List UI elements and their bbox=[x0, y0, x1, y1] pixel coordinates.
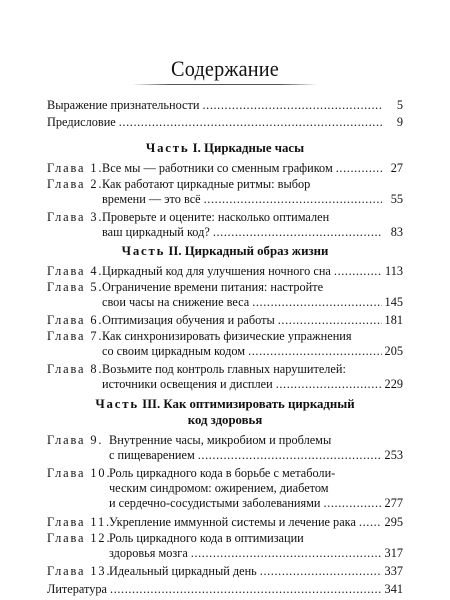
toc-entry-chapter-6[interactable] bbox=[47, 313, 403, 328]
leader-dots bbox=[260, 564, 382, 579]
leader-dots bbox=[276, 377, 382, 392]
leader-dots bbox=[204, 192, 382, 207]
entry-title: Циркадный код для улучшения ночного сна bbox=[102, 264, 331, 278]
part-heading-3 bbox=[0, 397, 450, 412]
part-heading-3-cont bbox=[0, 413, 450, 428]
entry-title: Как синхронизировать физические упражнения bbox=[102, 329, 352, 343]
leader-dots bbox=[198, 448, 382, 463]
entry-title: Литература bbox=[47, 582, 108, 596]
page-number: 317 bbox=[384, 546, 403, 560]
entry-title: Идеальный циркадный день bbox=[109, 564, 257, 578]
chapter-label: Глава 12. bbox=[47, 531, 112, 545]
entry-title: Укрепление иммунной системы и лечение рака bbox=[109, 515, 356, 529]
chapter-label: Глава 11. bbox=[47, 515, 111, 529]
entry-title: Возьмите под контроль главных нарушителей: bbox=[102, 362, 346, 376]
leader-dots bbox=[359, 515, 382, 530]
entry-title-cont: и сердечно-сосудистыми заболеваниями bbox=[109, 496, 321, 510]
entry-title-cont: источники освещения и дисплеи bbox=[102, 377, 273, 391]
page-number: 205 bbox=[384, 344, 403, 358]
chapter-label: Глава 6. bbox=[47, 313, 104, 327]
page-number: 9 bbox=[396, 115, 403, 129]
leader-dots bbox=[119, 115, 382, 130]
entry-title: Роль циркадного кода в борьбе с метаболи- bbox=[109, 466, 336, 480]
entry-title-cont: свои часы на снижение веса bbox=[102, 295, 250, 309]
part-word: Часть bbox=[121, 244, 166, 258]
entry-title-cont: ваш циркадный код? bbox=[102, 225, 210, 239]
chapter-label: Глава 1. bbox=[47, 161, 104, 175]
leader-dots bbox=[334, 264, 382, 279]
toc-entry-chapter-12[interactable] bbox=[47, 531, 403, 561]
toc-entry-literature[interactable] bbox=[47, 582, 403, 597]
page-number: 83 bbox=[390, 225, 403, 239]
chapter-label: Глава 2. bbox=[47, 177, 104, 191]
page-number: 337 bbox=[384, 564, 403, 578]
page-number: 295 bbox=[384, 515, 403, 529]
entry-title: Выражение признательности bbox=[47, 98, 200, 112]
leader-dots bbox=[213, 225, 382, 240]
leader-dots bbox=[324, 496, 382, 511]
part-title: I. Циркадные часы bbox=[192, 141, 305, 155]
part-heading-2 bbox=[0, 244, 450, 259]
page-number: 277 bbox=[384, 496, 403, 510]
leader-dots bbox=[278, 313, 382, 328]
part-title: III. Как оптимизировать циркадный bbox=[142, 397, 355, 411]
toc-entry-chapter-5[interactable] bbox=[47, 280, 403, 310]
page-number: 145 bbox=[384, 295, 403, 309]
chapter-label: Глава 8. bbox=[47, 362, 104, 376]
toc-entry-chapter-4[interactable] bbox=[47, 264, 403, 279]
toc-entry-chapter-13[interactable] bbox=[47, 564, 403, 579]
toc-entry-chapter-10[interactable] bbox=[47, 466, 403, 511]
toc-entry-chapter-2[interactable] bbox=[47, 177, 403, 207]
entry-title: Внутренние часы, микробиом и проблемы bbox=[109, 433, 332, 447]
page-number: 253 bbox=[384, 448, 403, 462]
toc-entry-chapter-11[interactable] bbox=[47, 515, 403, 530]
page-number: 113 bbox=[385, 264, 403, 278]
entry-title-cont: времени — это всё bbox=[102, 192, 201, 206]
entry-title: Предисловие bbox=[47, 115, 116, 129]
toc-entry-acknowledgements[interactable] bbox=[47, 98, 403, 113]
chapter-label: Глава 9. bbox=[47, 433, 104, 447]
entry-title: Все мы — работники со сменным графиком bbox=[102, 161, 333, 175]
page-number: 55 bbox=[390, 192, 403, 206]
leader-dots bbox=[252, 295, 381, 310]
chapter-label: Глава 3. bbox=[47, 210, 104, 224]
toc-entry-chapter-9[interactable] bbox=[47, 433, 403, 463]
entry-title: Как работают циркадные ритмы: выбор bbox=[102, 177, 311, 191]
toc-entry-chapter-8[interactable] bbox=[47, 362, 403, 392]
page-title: Содержание bbox=[171, 56, 279, 81]
toc-entry-chapter-7[interactable] bbox=[47, 329, 403, 359]
part-title-cont: код здоровья bbox=[187, 413, 263, 427]
page-number: 27 bbox=[390, 161, 403, 175]
entry-title-cont: здоровья мозга bbox=[109, 546, 188, 560]
page-number: 181 bbox=[384, 313, 403, 327]
leader-dots bbox=[248, 344, 381, 359]
chapter-label: Глава 13. bbox=[47, 564, 112, 578]
toc-entry-preface[interactable] bbox=[47, 115, 403, 130]
leader-dots bbox=[191, 546, 382, 561]
chapter-label: Глава 10. bbox=[47, 466, 112, 480]
entry-title-cont: с пищеварением bbox=[109, 448, 195, 462]
entry-title-cont: ческим синдромом: ожирением, диабетом bbox=[109, 481, 329, 495]
entry-title-cont: со своим циркадным кодом bbox=[102, 344, 246, 358]
part-word: Часть bbox=[95, 397, 139, 411]
page-number: 5 bbox=[396, 98, 403, 112]
entry-title: Оптимизация обучения и работы bbox=[102, 313, 275, 327]
part-title: II. Циркадный образ жизни bbox=[168, 244, 329, 258]
leader-dots bbox=[336, 161, 382, 176]
page-number: 341 bbox=[384, 582, 403, 596]
leader-dots bbox=[110, 582, 382, 597]
toc-entry-chapter-1[interactable] bbox=[47, 161, 403, 176]
chapter-label: Глава 5. bbox=[47, 280, 104, 294]
part-word: Часть bbox=[145, 141, 190, 155]
leader-dots bbox=[202, 98, 382, 113]
page-number: 229 bbox=[384, 377, 403, 391]
chapter-label: Глава 7. bbox=[47, 329, 104, 343]
part-heading-1 bbox=[0, 141, 450, 156]
entry-title: Ограничение времени питания: настройте bbox=[102, 280, 324, 294]
chapter-label: Глава 4. bbox=[47, 264, 104, 278]
entry-title: Роль циркадного кода в оптимизации bbox=[109, 531, 304, 545]
title-rule bbox=[132, 84, 318, 85]
entry-title: Проверьте и оцените: насколько оптимален bbox=[102, 210, 330, 224]
toc-entry-chapter-3[interactable] bbox=[47, 210, 403, 240]
